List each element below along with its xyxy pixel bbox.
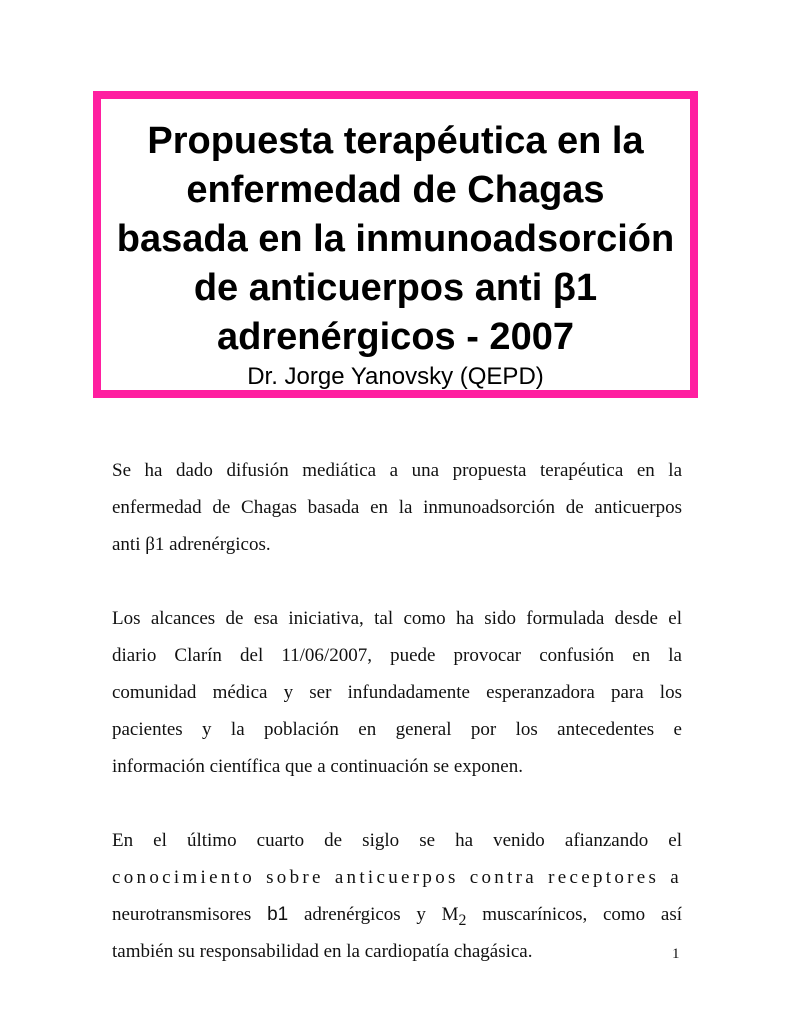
subscript: 2 bbox=[458, 911, 467, 929]
text-line: también su responsabilidad en la cardiopatía chagásica. bbox=[112, 941, 533, 962]
text-line: conocimiento sobre anticuerpos contra receptores a bbox=[112, 867, 682, 888]
title-line: Propuesta terapéutica en la bbox=[147, 120, 644, 162]
text-fragment: neurotransmisores bbox=[112, 904, 252, 925]
text-line-mixed bbox=[112, 896, 682, 933]
body-text bbox=[112, 452, 682, 970]
beta1-symbol: b1 bbox=[267, 904, 289, 925]
text-line: enfermedad de Chagas basada en la inmunoadsorción de anticuerpos bbox=[112, 497, 682, 518]
title-line: de anticuerpos anti β1 bbox=[193, 267, 598, 309]
paragraph-3 bbox=[112, 822, 682, 970]
title-line: basada en la inmunoadsorción bbox=[116, 218, 675, 260]
text-line: pacientes y la población en general por los antecedentes e bbox=[112, 719, 682, 740]
text-line: diario Clarín del 11/06/2007, puede provocar confusión en la bbox=[112, 645, 682, 666]
text-line: En el último cuarto de siglo se ha venido afianzando el bbox=[112, 830, 682, 851]
title-line: enfermedad de Chagas bbox=[186, 169, 605, 211]
page-number: 1 bbox=[672, 946, 680, 962]
document-title bbox=[101, 117, 690, 362]
text-line: información científica que a continuación se exponen. bbox=[112, 756, 523, 777]
paragraph-gap bbox=[112, 563, 682, 600]
paragraph-gap bbox=[112, 785, 682, 822]
text-line: Se ha dado difusión mediática a una propuesta terapéutica en la bbox=[112, 460, 682, 481]
title-box bbox=[93, 91, 698, 398]
title-line: adrenérgicos - 2007 bbox=[217, 316, 574, 358]
author: Dr. Jorge Yanovsky (QEPD) bbox=[247, 363, 544, 390]
paragraph-1 bbox=[112, 452, 682, 563]
text-line: Los alcances de esa iniciativa, tal como ha sido formulada desde el bbox=[112, 608, 682, 629]
text-fragment: muscarínicos, como así bbox=[482, 904, 683, 925]
text-line: comunidad médica y ser infundadamente esperanzadora para los bbox=[112, 682, 682, 703]
text-line: anti β1 adrenérgicos. bbox=[112, 534, 271, 555]
paragraph-2 bbox=[112, 600, 682, 785]
text-fragment: adrenérgicos y M bbox=[303, 904, 459, 925]
